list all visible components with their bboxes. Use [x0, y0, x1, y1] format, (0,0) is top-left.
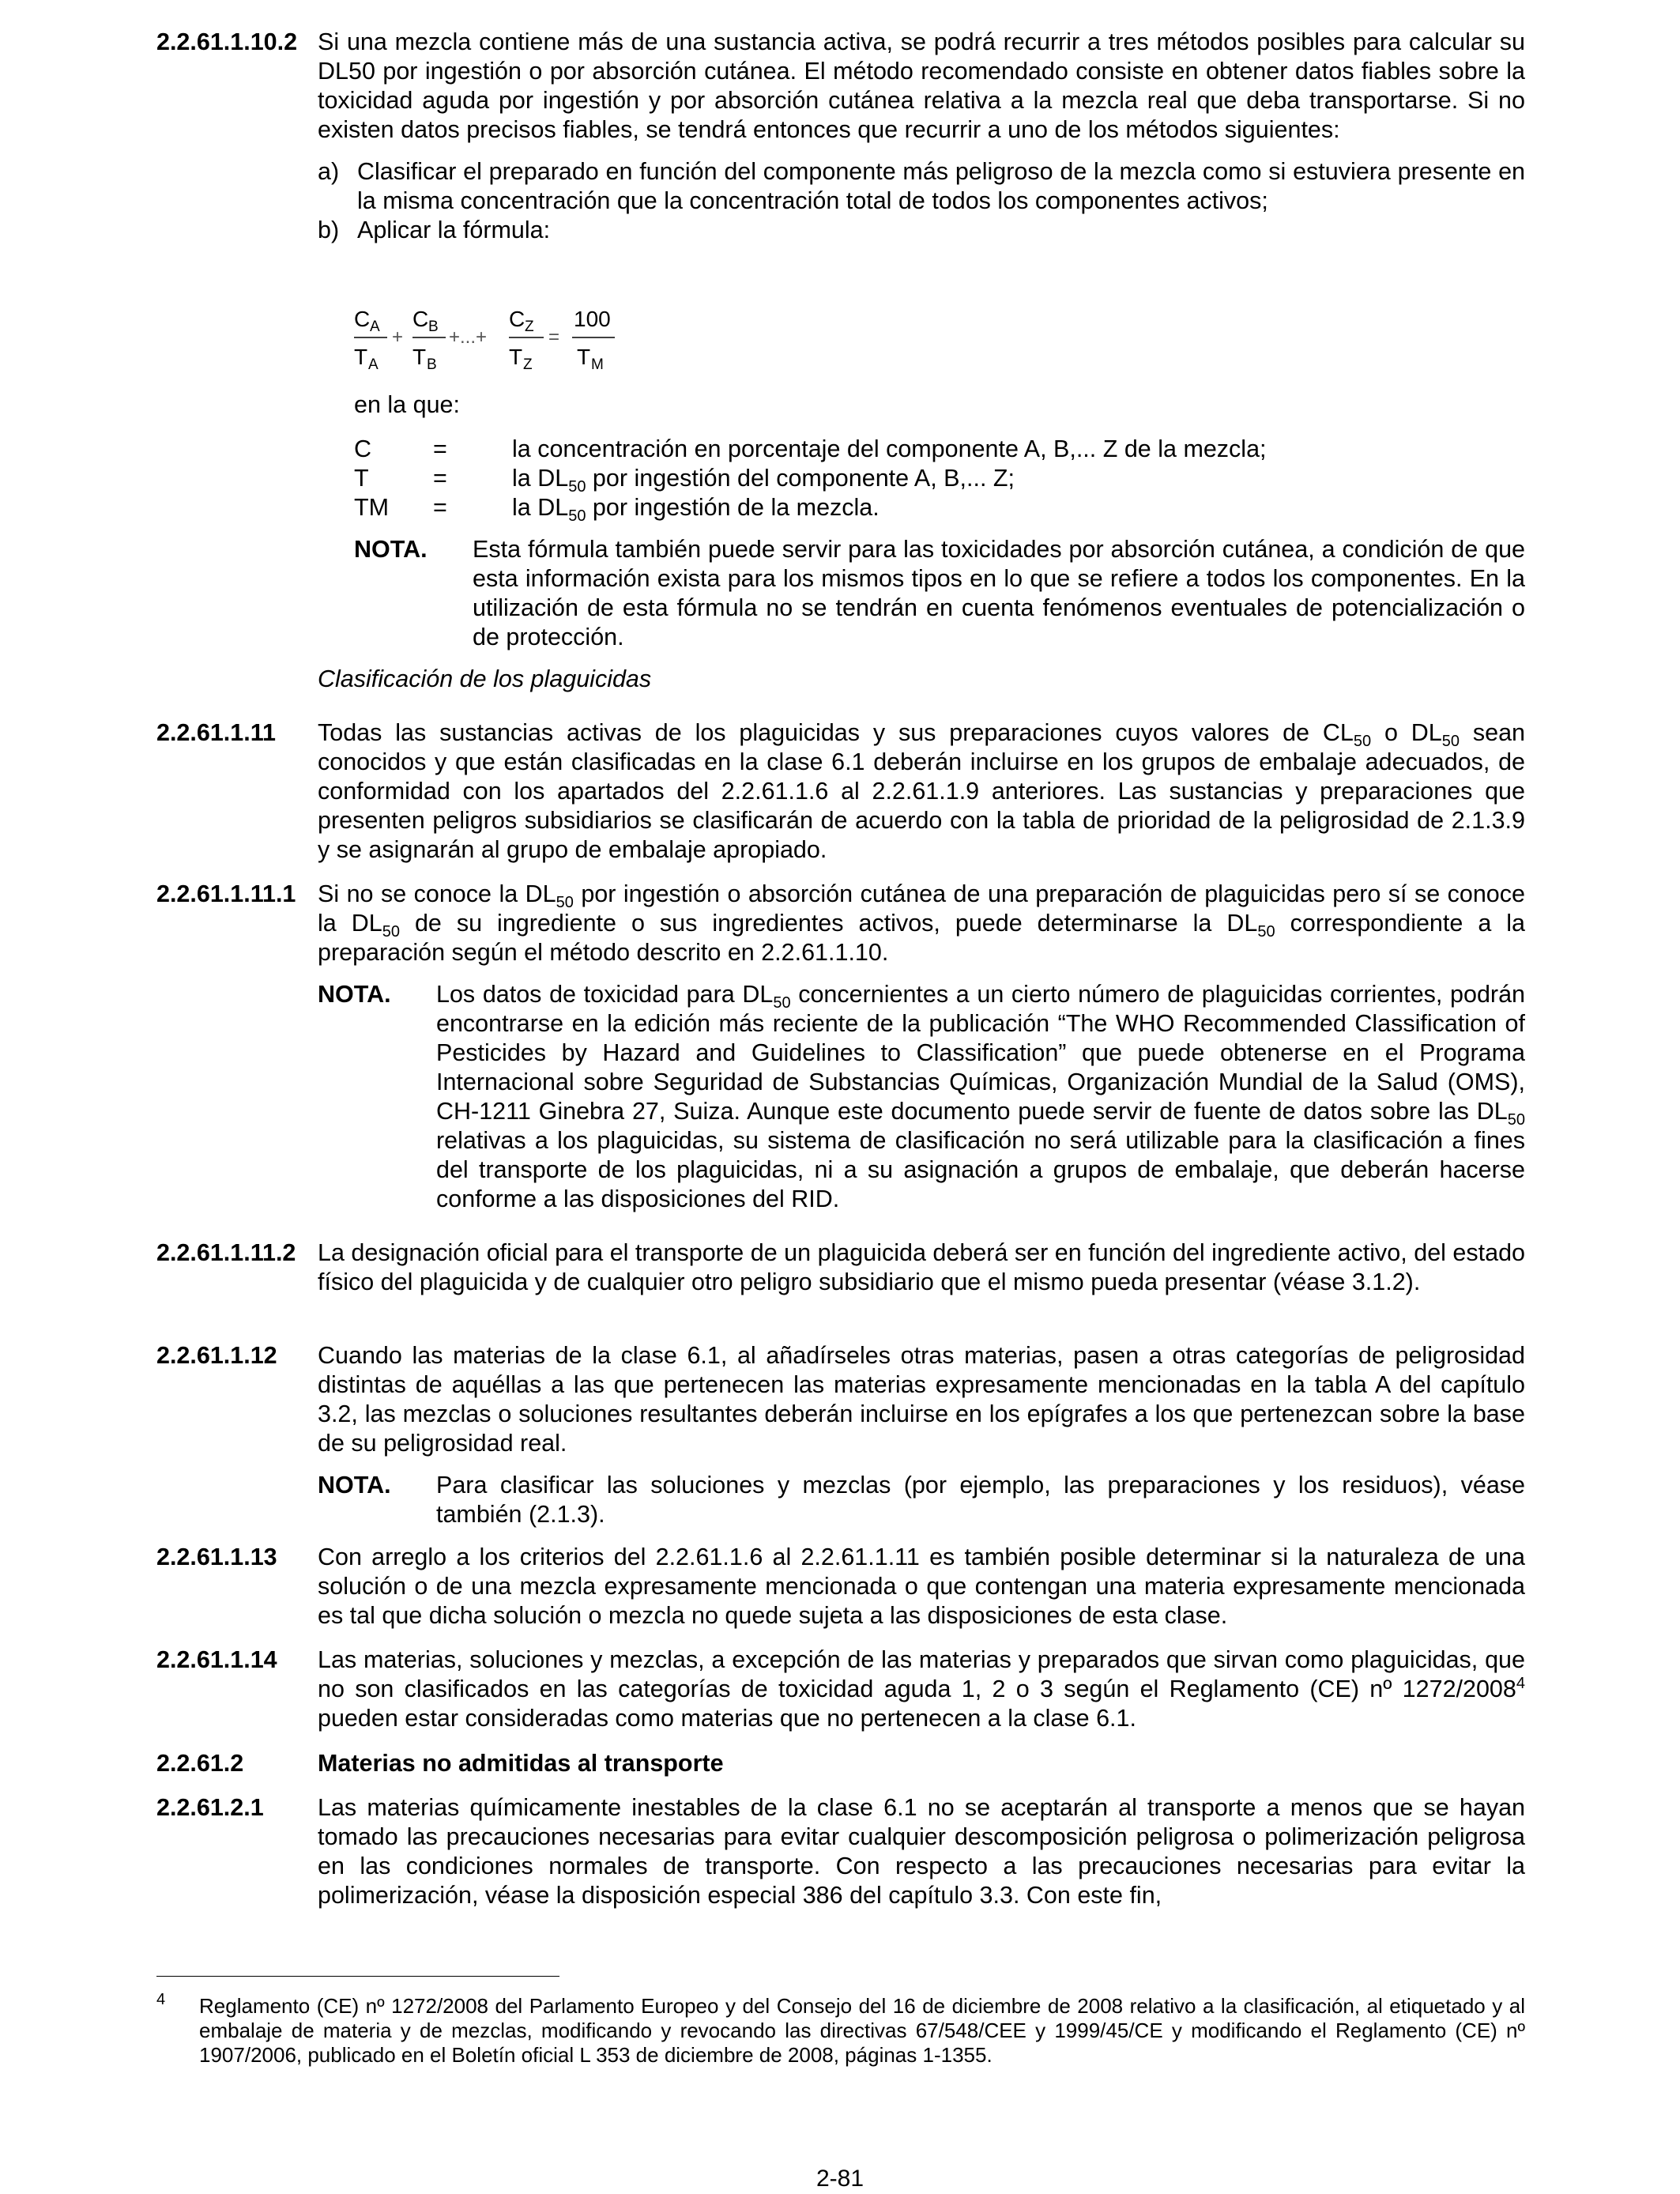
definition-equals: =	[433, 465, 447, 492]
formula-equals: =	[548, 326, 560, 348]
footnote	[156, 1991, 1525, 2068]
footnote-mark: 4	[156, 1991, 166, 2008]
footnote-text: Reglamento (CE) nº 1272/2008 del Parlamento Europeo y del Consejo del 16 de diciembre de 2008 relativo a la clasificación, al etiquetado y al embalaje de materia y de mezclas, modificando y revocando las directivas 67/548/CEE y 1999/45/CE y modificando el Reglamento (CE) nº 1907/2006, publicado en el Boletín oficial L 353 de diciembre de 2008, páginas 1-1355.	[199, 1994, 1525, 2067]
formula-definitions	[156, 390, 1525, 694]
nota-mezclas	[318, 1471, 1525, 1529]
paragraph-text: La designación oficial para el transporte de un plaguicida deberá ser en función del ingrediente activo, del estado físico del plaguicida y de cualquier otro peligro subsidiario que el mismo pueda presentar (véase 3.1.2).	[318, 1239, 1525, 1295]
paragraph-text: Cuando las materias de la clase 6.1, al añadírseles otras materias, pasen a otras categorías de peligrosidad distintas de aquéllas a las que pertenecen las materias expresamente mencionadas en la tabla A del capítulo 3.2, las mezclas o soluciones resultantes deberán incluirse en los epígrafes a los que pertenezcan sobre la base de su peligrosidad real.	[318, 1342, 1525, 1457]
paragraph-2-2-61-1-11-1	[156, 880, 1525, 1214]
section-number: 2.2.61.2	[156, 1750, 244, 1777]
paragraph-number: 2.2.61.1.12	[156, 1342, 277, 1369]
formula-c-b: C	[412, 307, 429, 331]
nota-formula	[354, 535, 1525, 652]
nota-text: Esta fórmula también puede servir para las toxicidades por absorción cutánea, a condición de que esta información exista para los mismos tipos en lo que se refiere a todos los componentes. En la utilización de esta fórmula no se tendrán en cuenta fenómenos eventuales de potencialización o de protección.	[473, 536, 1525, 650]
paragraph-2-2-61-1-12	[156, 1341, 1525, 1529]
definition-symbol: C	[354, 435, 372, 462]
list-item-b	[318, 216, 1525, 245]
subheading-plaguicidas: Clasificación de los plaguicidas	[318, 665, 652, 692]
formula-t-m: T	[577, 345, 591, 369]
list-label: b)	[318, 217, 340, 243]
formula-sub: Z	[523, 356, 533, 373]
paragraph-text: Las materias químicamente inestables de la clase 6.1 no se aceptarán al transporte a menos que se hayan tomado las precauciones necesarias para evitar cualquier descomposición peligrosa o polimerización peligrosa en las condiciones normales de transporte. Con respecto a las precauciones necesarias para evitar la polimerización, véase la disposición especial 386 del capítulo 3.3. Con este fin,	[318, 1794, 1525, 1909]
formula-c-a: C	[354, 307, 371, 331]
paragraph-2-2-61-2-1	[156, 1793, 1525, 1910]
paragraph-text: Si una mezcla contiene más de una sustancia activa, se podrá recurrir a tres métodos posibles para calcular su DL50 por ingestión o por absorción cutánea. El método recomendado consiste en obtener datos fiables sobre la toxicidad aguda por ingestión y por absorción cutánea relativa a la mezcla real que deba transportarse. Si no existen datos precisos fiables, se tendrá entonces que recurrir a uno de los métodos siguientes:	[318, 28, 1525, 143]
footnote-ref: 4	[1516, 1674, 1525, 1692]
definition-symbol: TM	[354, 494, 390, 521]
formula-dots: +...+	[449, 326, 488, 348]
paragraph-number: 2.2.61.2.1	[156, 1794, 264, 1821]
paragraph-2-2-61-1-10-2	[156, 28, 1525, 245]
footnote-separator	[156, 1976, 559, 1977]
formula-t-z: T	[509, 345, 523, 369]
definition-c	[354, 435, 1525, 464]
definition-symbol: T	[354, 465, 369, 492]
list-label: a)	[318, 158, 340, 185]
formula-sub: A	[370, 319, 380, 335]
formula-sub: A	[368, 356, 379, 373]
definition-text: la $DL_{50}$ por ingestión del componente A, B,... Z;	[512, 465, 1015, 496]
list-text: Clasificar el preparado en función del componente más peligroso de la mezcla como si estuviera presente en la misma concentración que la concentración total de todos los componentes activos;	[357, 158, 1525, 214]
nota-label: NOTA.	[318, 981, 391, 1008]
definition-t	[354, 464, 1525, 496]
paragraph-number: 2.2.61.1.11.1	[156, 880, 296, 907]
section-heading: Materias no admitidas al transporte	[318, 1750, 724, 1777]
nota-text: Para clasificar las soluciones y mezclas (por ejemplo, las preparaciones y los residuos), véase también (2.1.3).	[436, 1472, 1525, 1528]
toxicity-formula	[354, 303, 623, 374]
list-text: Aplicar la fórmula:	[357, 217, 551, 243]
nota-who	[318, 980, 1525, 1214]
definition-tm	[354, 493, 1525, 526]
formula-c-z: C	[509, 307, 525, 331]
paragraph-text: Todas las sustancias activas de los plaguicidas y sus preparaciones cuyos valores de $CL_{50}$ o $DL_{50}$ sean conocidos y que están clasificadas en la clase 6.1 deberán incluirse en los grupos de embalaje adecuados, de conformidad con los apartados del 2.2.61.1.6 al 2.2.61.1.9 anteriores. Las sustancias y preparaciones que presenten peligros subsidiarios se clasificarán de acuerdo con la tabla de prioridad de la peligrosidad de 2.1.3.9 y se asignarán al grupo de embalaje apropiado.	[318, 719, 1526, 863]
page-number: 2-81	[816, 2166, 864, 2192]
paragraph-number: 2.2.61.1.10.2	[156, 28, 298, 55]
formula-t-a: T	[354, 345, 368, 369]
definition-equals: =	[433, 494, 447, 521]
formula-sub: Z	[525, 319, 534, 335]
paragraph-text: Las materias, soluciones y mezclas, a excepción de las materias y preparados que sirvan como plaguicidas, que no son clasificados en las categorías de toxicidad aguda 1, 2 o 3 según el Reglamento (CE) nº 1272/2008$^4$ pueden estar consideradas como materias que no pertenecen a la clase 6.1.	[318, 1646, 1525, 1732]
definition-equals: =	[433, 435, 447, 462]
formula-t-b: T	[412, 345, 427, 369]
paragraph-2-2-61-1-11	[156, 718, 1525, 865]
paragraph-2-2-61-1-11-2	[156, 1238, 1525, 1297]
paragraph-number: 2.2.61.1.14	[156, 1646, 277, 1673]
nota-label: NOTA.	[318, 1472, 391, 1498]
formula-100: 100	[574, 307, 611, 331]
paragraph-2-2-61-1-13	[156, 1543, 1525, 1630]
formula-plus: +	[392, 326, 404, 348]
paragraph-text: Si no se conoce la $DL_{50}$ por ingestión o absorción cutánea de una preparación de plaguicidas pero sí se conoce la $DL_{50}$ de su ingrediente o sus ingredientes activos, puede determinarse la $DL_{50}$ correspondiente a la preparación según el método descrito en 2.2.61.1.10.	[318, 880, 1526, 966]
nota-label: NOTA.	[354, 536, 428, 563]
paragraph-number: 2.2.61.1.11	[156, 719, 276, 746]
nota-text: Los datos de toxicidad para $DL_{50}$ concernientes a un cierto número de plaguicidas corrientes, podrán encontrarse en la edición más reciente de la publicación “The WHO Recommended Classification of Pesticides by Hazard and Guidelines to Classification” que puede obtenerse en el Programa Internacional sobre Seguridad de Substancias Químicas, Organización Mundial de la Salud (OMS), CH-1211 Ginebra 27, Suiza. Aunque este documento puede servir de fuente de datos sobre las $DL_{50}$ relativas a los plaguicidas, su sistema de clasificación no será utilizable para la clasificación a fines del transporte de los plaguicidas, ni a su asignación a grupos de embalaje, que deberán hacerse conforme a las disposiciones del RID.	[436, 981, 1525, 1212]
formula-sub: M	[591, 356, 604, 373]
paragraph-number: 2.2.61.1.11.2	[156, 1239, 296, 1266]
paragraph-text: Con arreglo a los criterios del 2.2.61.1.6 al 2.2.61.1.11 es también posible determinar si la naturaleza de una solución o de una mezcla expresamente mencionada o que contengan una materia expresamente mencionada es tal que dicha solución o mezcla no quede sujeta a las disposiciones de esta clase.	[318, 1544, 1525, 1629]
definition-text: la $DL_{50}$ por ingestión de la mezcla.	[512, 494, 880, 526]
paragraph-2-2-61-1-14	[156, 1646, 1525, 1733]
paragraph-number: 2.2.61.1.13	[156, 1544, 277, 1570]
list-item-a	[318, 157, 1525, 216]
section-2-2-61-2	[156, 1749, 1525, 1778]
formula-sub: B	[427, 356, 437, 373]
en-la-que-label: en la que:	[354, 391, 460, 418]
definition-text: la concentración en porcentaje del componente A, B,... Z de la mezcla;	[512, 435, 1267, 462]
formula-sub: B	[428, 319, 439, 335]
